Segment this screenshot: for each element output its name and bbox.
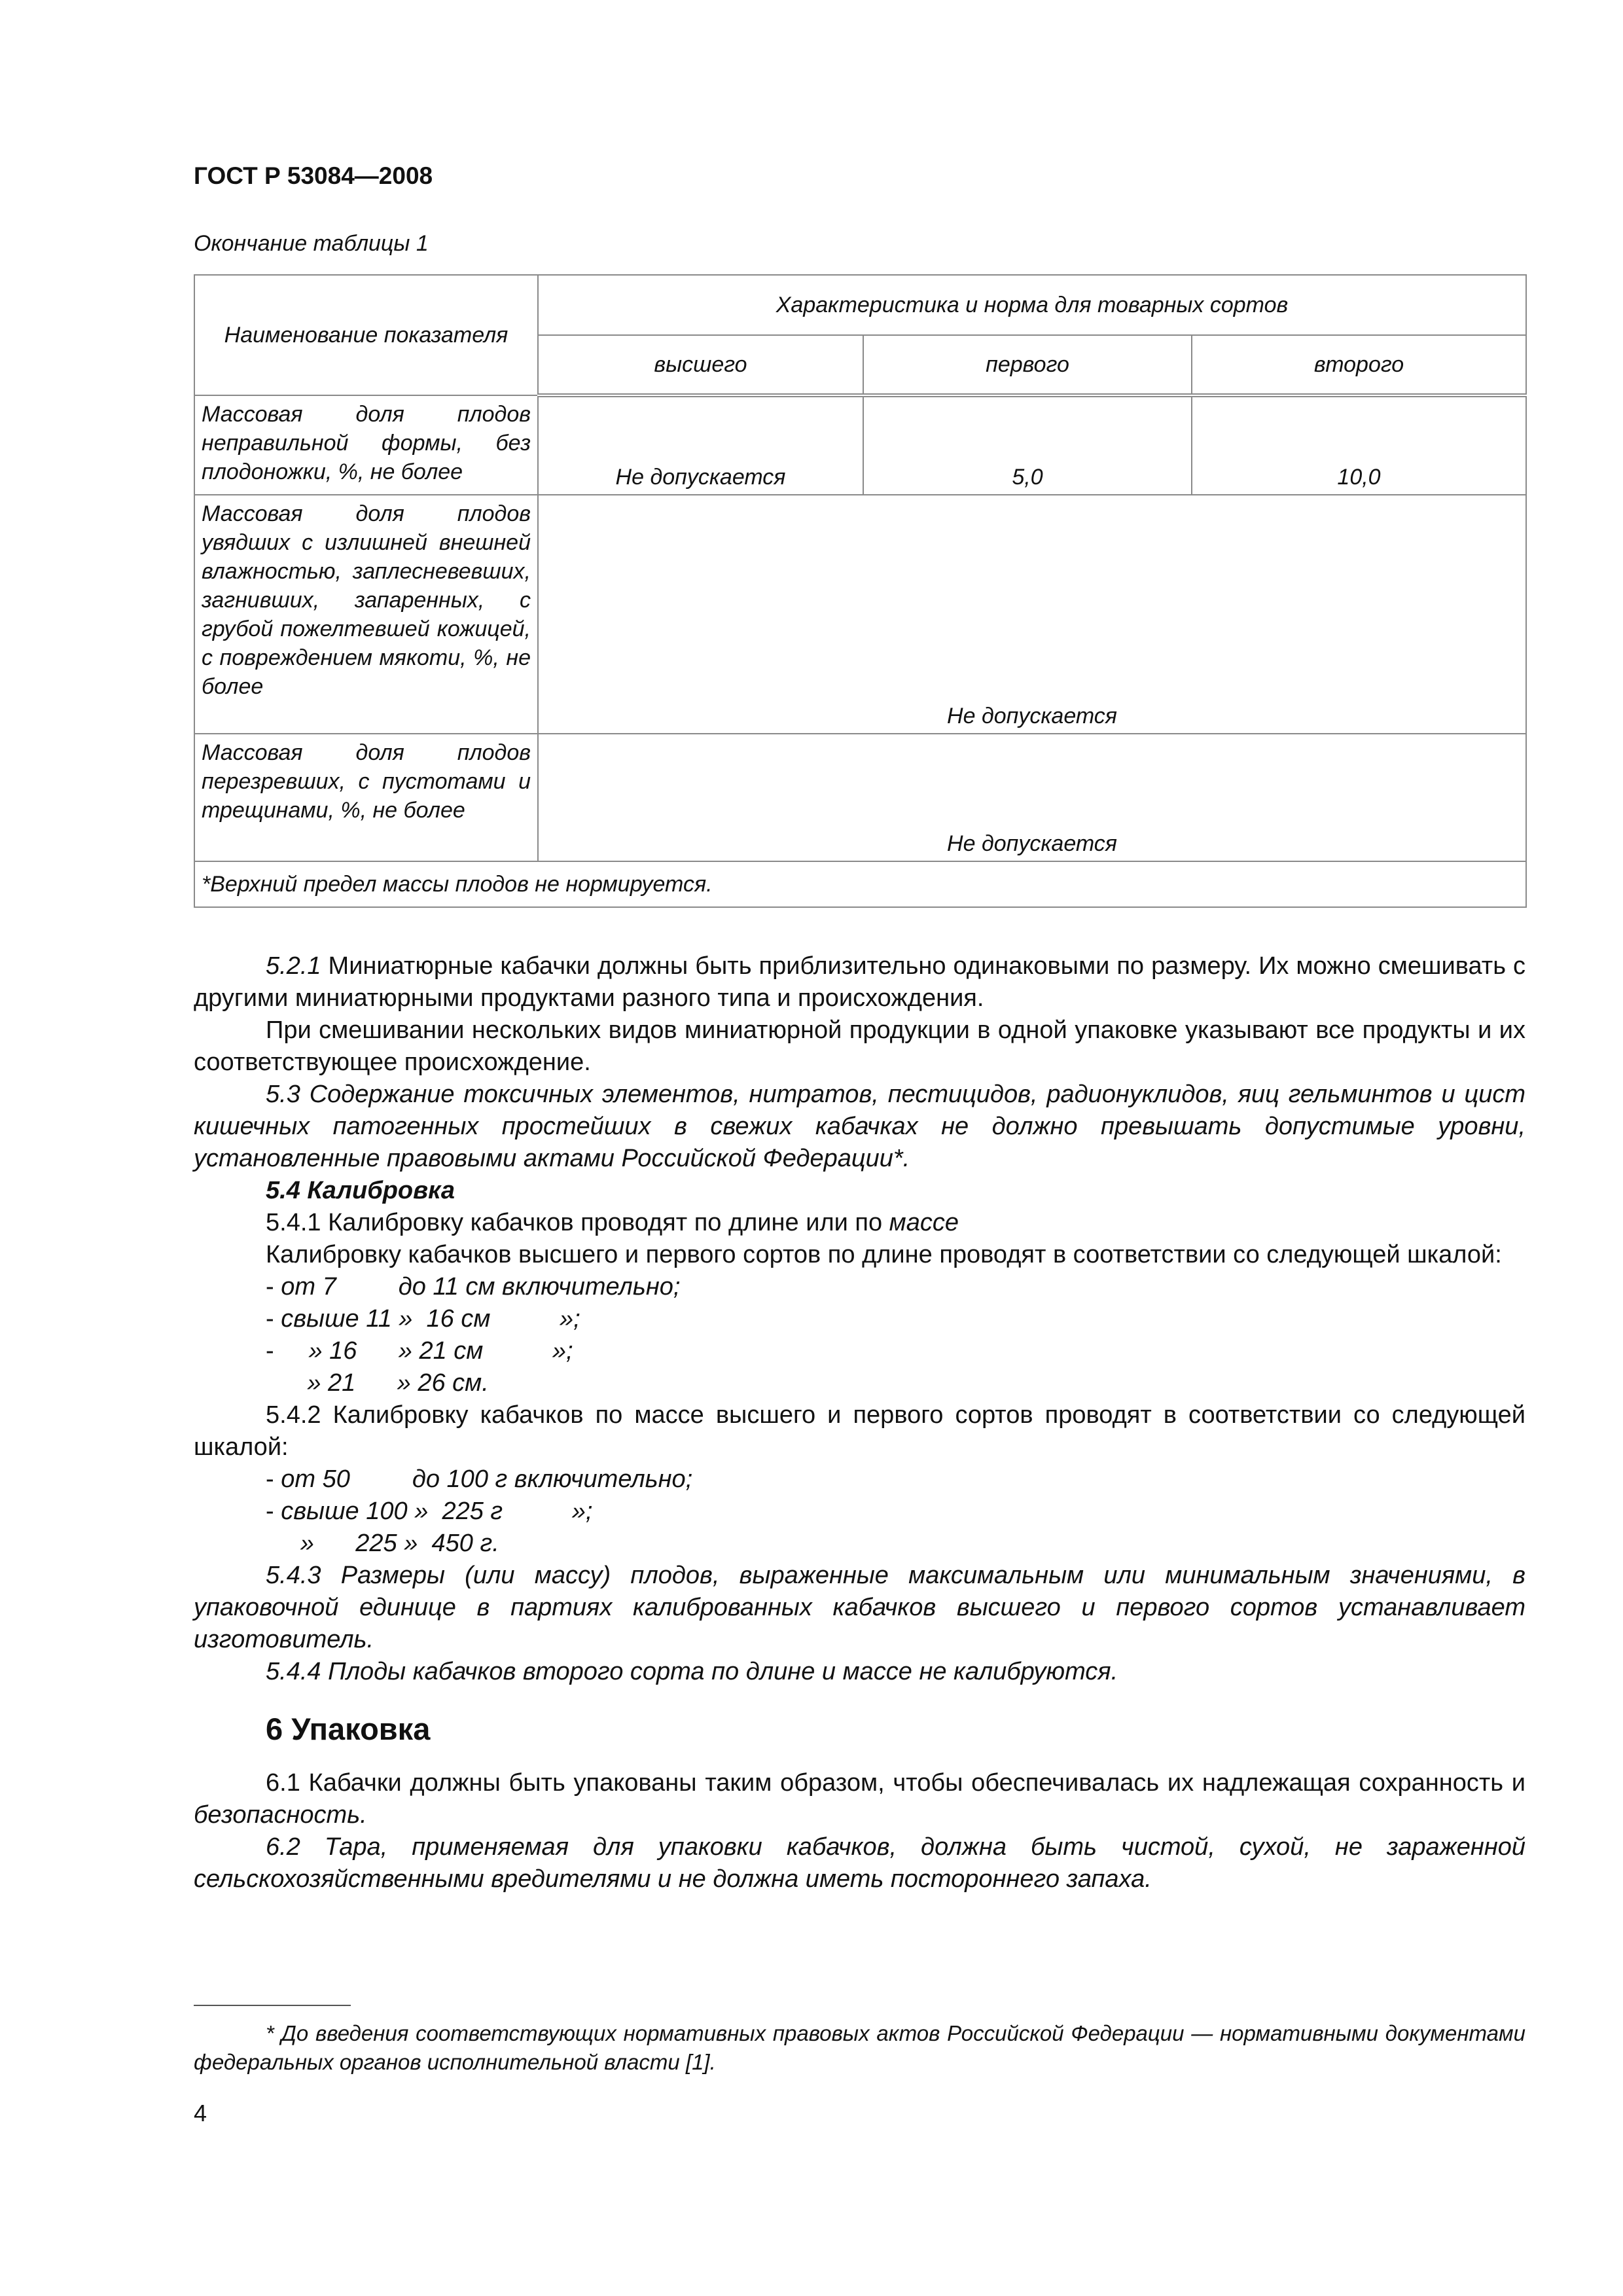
table-header-row bbox=[194, 275, 1526, 335]
table-row bbox=[194, 395, 1526, 495]
paragraph-5-4-1: 5.4.1 Калибровку кабачков проводят по длине или по массе bbox=[266, 1209, 959, 1236]
row-value-first: 5,0 bbox=[863, 395, 1192, 495]
list-item: - » 16 » 21 см »; bbox=[266, 1337, 573, 1365]
clause-number: 5.2.1 bbox=[266, 952, 321, 980]
document-body bbox=[194, 950, 1525, 1895]
footnote-divider bbox=[194, 2005, 351, 2006]
paragraph-5-3: 5.3 Содержание токсичных элементов, нитратов, пестицидов, радионуклидов, яиц гельминтов и цист кишечных патогенных простейших в свежих кабачках не должно превышать допустимые уровни, установленные правовыми актами Российской Федерации*. bbox=[194, 1081, 1525, 1172]
list-item: - свыше 100 » 225 г »; bbox=[266, 1498, 593, 1525]
paragraph-5-4-2: 5.4.2 Калибровку кабачков по массе высшего и первого сортов проводят в соответствии со следующей шкалой: bbox=[194, 1401, 1525, 1461]
column-header-grade-second: второго bbox=[1192, 335, 1526, 395]
paragraph: При смешивании нескольких видов миниатюрной продукции в одной упаковке указывают все продукты и их соответствующее происхождение. bbox=[194, 1016, 1525, 1076]
row-value-highest: Не допускается bbox=[538, 395, 863, 495]
list-item: » 21 » 26 см. bbox=[286, 1369, 489, 1397]
document-code: ГОСТ Р 53084—2008 bbox=[194, 162, 433, 189]
table-footnote-row bbox=[194, 861, 1526, 907]
table-caption: Окончание таблицы 1 bbox=[194, 231, 429, 256]
paragraph-6-2: 6.2 Тара, применяемая для упаковки кабачков, должна быть чистой, сухой, не зараженной сельскохозяйственными вредителями и не должна иметь постороннего запаха. bbox=[194, 1833, 1525, 1893]
table-row bbox=[194, 734, 1526, 861]
row-indicator-name: Массовая доля плодов неправильной формы, без плодоножки, %, не более bbox=[194, 395, 538, 495]
page-number: 4 bbox=[194, 2100, 207, 2126]
paragraph-5-4-4: 5.4.4 Плоды кабачков второго сорта по длине и массе не калибруются. bbox=[266, 1658, 1118, 1685]
paragraph-5-2-1: 5.2.1 Миниатюрные кабачки должны быть приблизительно одинаковыми по размеру. Их можно смешивать с другими миниатюрными продуктами разного типа и происхождения. bbox=[194, 952, 1525, 1012]
column-group-header: Характеристика и норма для товарных сортов bbox=[538, 275, 1526, 335]
list-item: - свыше 11 » 16 см »; bbox=[266, 1305, 580, 1333]
row-value-second: 10,0 bbox=[1192, 395, 1526, 495]
list-item: - от 50 до 100 г включительно; bbox=[266, 1465, 693, 1493]
row-value-all-grades: Не допускается bbox=[538, 495, 1526, 734]
column-header-grade-first: первого bbox=[863, 335, 1192, 395]
row-indicator-name: Массовая доля плодов увядших с излишней внешней влажностью, заплесневевших, загнивших, запаренных, с грубой пожелтевшей кожицей, с повреждением мякоти, %, не более bbox=[194, 495, 538, 734]
subsection-heading-5-4: 5.4 Калибровка bbox=[266, 1177, 455, 1204]
column-header-grade-highest: высшего bbox=[538, 335, 863, 395]
paragraph-5-4-3: 5.4.3 Размеры (или массу) плодов, выраженные максимальным или минимальным значениями, в упаковочной единице в партиях калиброванных кабачков высшего и первого сортов устанавливает изготовитель. bbox=[194, 1562, 1525, 1653]
list-item: - от 7 до 11 см включительно; bbox=[266, 1273, 681, 1300]
paragraph-6-1: 6.1 Кабачки должны быть упакованы таким образом, чтобы обеспечивалась их надлежащая сохранность и безопасность. bbox=[194, 1769, 1525, 1829]
specification-table bbox=[194, 274, 1527, 908]
paragraph: Калибровку кабачков высшего и первого сортов по длине проводят в соответствии со следующей шкалой: bbox=[266, 1241, 1502, 1268]
row-value-all-grades: Не допускается bbox=[538, 734, 1526, 861]
column-header-name: Наименование показателя bbox=[194, 275, 538, 395]
table-row bbox=[194, 495, 1526, 734]
page-footnote: * До введения соответствующих нормативных правовых актов Российской Федерации — нормативными документами федеральных органов исполнительной власти [1]. bbox=[194, 2021, 1525, 2074]
table-footnote: *Верхний предел массы плодов не нормируется. bbox=[194, 861, 1526, 907]
row-indicator-name: Массовая доля плодов перезревших, с пустотами и трещинами, %, не более bbox=[194, 734, 538, 861]
section-heading-6: 6 Упаковка bbox=[266, 1712, 431, 1746]
list-item: » 225 » 450 г. bbox=[286, 1530, 499, 1557]
